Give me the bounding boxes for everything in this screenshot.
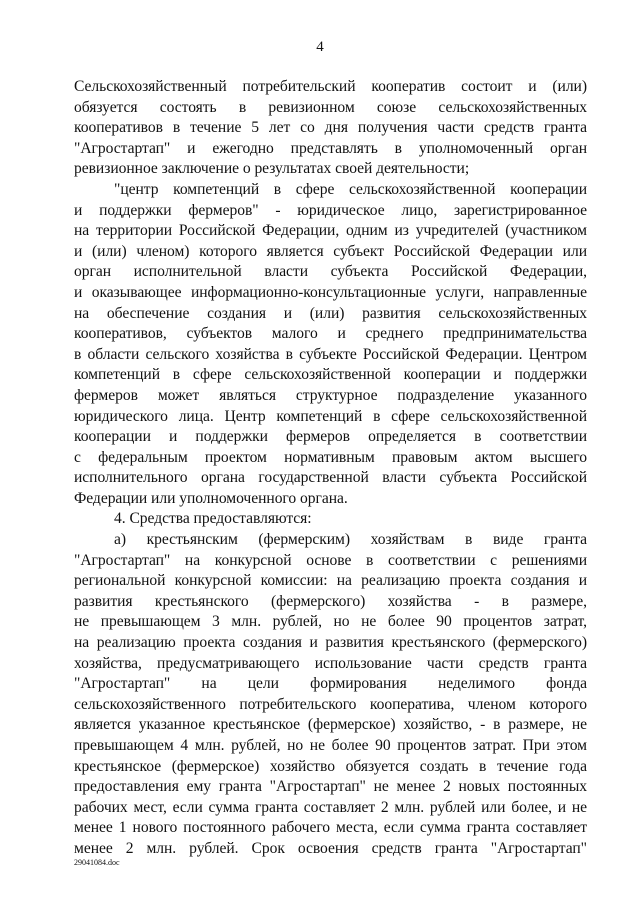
text-line: на территории Российской Федерации, одним из учредителей (участником (74, 222, 587, 240)
footer-filename: 29041084.doc (74, 858, 120, 867)
text-line: исполнительного органа государственной власти субъекта Российской (74, 469, 587, 487)
text-line: менее 2 млн. рублей. Срок освоения средств гранта "Агростартап" (74, 839, 587, 857)
page-number: 4 (316, 39, 324, 55)
text-line: обязуется состоять в ревизионном союзе сельскохозяйственных (74, 98, 587, 116)
text-line: сельскохозяйственного потребительского кооператива, членом которого (74, 695, 587, 713)
text-line: ревизионное заключение о результатах своей деятельности; (74, 160, 470, 178)
text-line: кооперации и поддержки фермеров определяется в соответствии (74, 428, 587, 446)
text-line: и поддержки фермеров" - юридическое лицо, зарегистрированное (74, 201, 587, 219)
text-line: 4. Средства предоставляются: (114, 510, 312, 528)
text-line: "центр компетенций в сфере сельскохозяйственной кооперации (114, 180, 587, 198)
text-line: крестьянское (фермерское) хозяйство обязуется создать в течение года (74, 757, 587, 775)
text-line: является указанное крестьянское (фермерское) хозяйство, - в размере, не (74, 716, 587, 734)
text-line: с федеральным проектом нормативным правовым актом высшего (74, 448, 587, 466)
text-line: превышающем 4 млн. рублей, но не более 90 процентов затрат. При этом (74, 737, 587, 754)
text-line: Сельскохозяйственный потребительский кооператив состоит и (или) (74, 78, 587, 95)
text-line: а) крестьянским (фермерским) хозяйствам в виде гранта (114, 531, 587, 549)
text-line: "Агростартап" и ежегодно представлять в уполномоченный орган (74, 139, 587, 157)
text-line: Федерации или уполномоченного органа. (74, 489, 348, 507)
text-line: предоставления ему гранта "Агростартап" не менее 2 новых постоянных (74, 778, 587, 796)
text-line: и (или) членом) которого является субъект Российской Федерации или (74, 242, 587, 260)
text-line: и оказывающее информационно-консультационные услуги, направленные (74, 283, 587, 301)
text-line: региональной конкурсной комиссии: на реализацию проекта создания и (74, 572, 587, 590)
text-line: юридического лица. Центр компетенций в сфере сельскохозяйственной (74, 407, 587, 425)
text-line: рабочих мест, если сумма гранта составляет 2 млн. рублей или более, и не (74, 798, 587, 816)
document-body (74, 77, 587, 860)
text-line: фермеров может являться структурное подразделение указанного (74, 386, 587, 404)
text-line: кооперативов, субъектов малого и среднего предпринимательства (74, 325, 587, 343)
text-line: на реализацию проекта создания и развития крестьянского (фермерского) (74, 634, 587, 652)
text-line: менее 1 нового постоянного рабочего места, если сумма гранта составляет (74, 819, 587, 837)
text-line: не превышающем 3 млн. рублей, но не более 90 процентов затрат, (74, 613, 587, 631)
text-line: на обеспечение создания и (или) развития сельскохозяйственных (74, 304, 587, 322)
text-line: "Агростартап" на конкурсной основе в соответствии с решениями (74, 551, 587, 569)
text-line: орган исполнительной власти субъекта Российской Федерации, (74, 263, 587, 281)
text-line: в области сельского хозяйства в субъекте Российской Федерации. Центром (74, 345, 587, 363)
text-line: "Агростартап" на цели формирования неделимого фонда (74, 675, 587, 693)
text-line: компетенций в сфере сельскохозяйственной кооперации и поддержки (74, 366, 587, 384)
text-line: кооперативов в течение 5 лет со дня получения части средств гранта (74, 119, 587, 137)
text-line: развития крестьянского (фермерского) хозяйства - в размере, (74, 592, 587, 610)
text-line: хозяйства, предусматривающего использование части средств гранта (74, 654, 587, 672)
